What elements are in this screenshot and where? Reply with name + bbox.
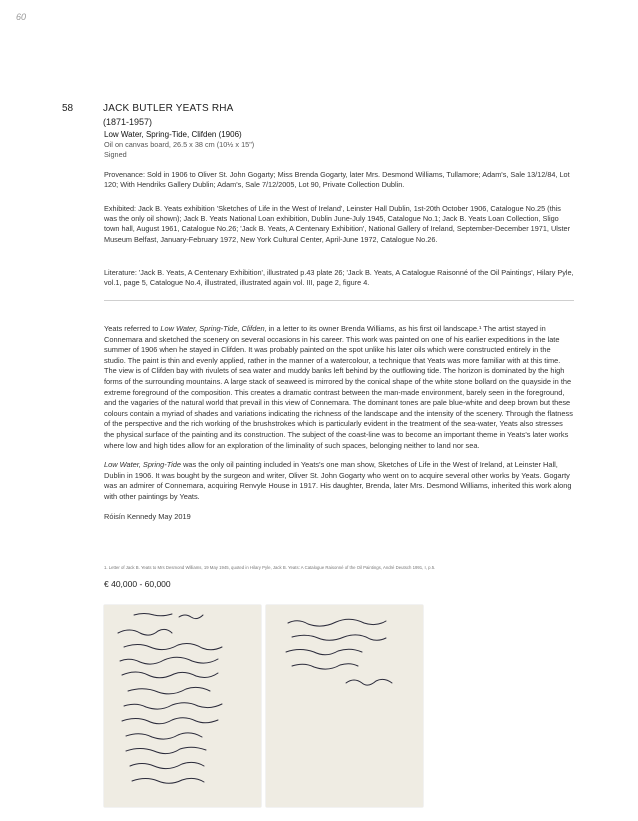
letter-page-image: [104, 605, 261, 807]
lot-number: 58: [62, 103, 74, 114]
page-number: 60: [16, 12, 27, 22]
essay: [104, 324, 574, 531]
essay-paragraph-2: [104, 460, 574, 502]
essay-italic-title: Low Water, Spring-Tide: [104, 460, 182, 470]
essay-author: Róisín Kennedy May 2019: [104, 511, 191, 521]
essay-italic-title: Low Water, Spring-Tide, Clifden: [160, 324, 265, 333]
exhibited: Exhibited: Jack B. Yeats exhibition 'Sketches of Life in the West of Ireland', Leinster Hall Dublin, 1st-20th October 1906, Catalogue No.25 (this was the only oil shown); Jack B. Yeats National Loan exhibition, Dublin June-July 1945, Catalogue No.1; Jack B. Yeats Loan Collection, Sligo town hall, August 1961, Catalogue No.26; 'Jack B. Yeats, A Centenary Exhibition', National Gallery of Ireland, September-December 1971, Ulster Museum Belfast, January-February 1972, New York Cultural Center, April-June 1972, Catalogue No.26.: [104, 204, 570, 244]
provenance: Provenance: Sold in 1906 to Oliver St. John Gogarty; Miss Brenda Gogarty, later Mrs. Desmond Williams, Tullamore; Adam's, Sale 13/12/84, Lot 120; With Hendriks Gallery Dublin; Adam's, Sale 7/12/2005, Lot 90, Private Collection Dublin.: [104, 170, 570, 190]
essay-text: Yeats referred to: [104, 324, 161, 333]
artwork-title: Low Water, Spring-Tide, Clifden (1906): [104, 130, 242, 139]
artist-dates: (1871-1957): [103, 117, 153, 127]
artwork-signed: Signed: [104, 150, 127, 160]
artwork-medium: Oil on canvas board, 26.5 x 38 cm (10½ x 15"): [104, 140, 255, 150]
footnote: 1. Letter of Jack B. Yeats to Mrs Desmond Williams, 19 May 1945, quoted in Hilary Pyle, Jack B. Yeats: A Catalogue Raisonné of the Oil Paintings, André Deutsch 1991, I, p.5.: [104, 565, 436, 570]
divider: [104, 300, 574, 301]
essay-paragraph-1: [104, 324, 574, 451]
essay-text: was the only oil painting included in Yeats's one man show, Sketches of Life in the West of Ireland, at Leinster Hall, Dublin in 1906. It was bought by the surgeon and writer, Oliver St. John Gogarty who went on to acquire several other works by Yeats. Gogarty was an admirer of Connemara, acquiring Renvyle House in 1917. His daughter, Brenda, later Mrs. Desmond Williams, inherited this work along with other paintings by Yeats.: [104, 460, 572, 501]
lot-details: [104, 130, 574, 161]
letter-page-image: [266, 605, 423, 807]
artist-name: JACK BUTLER YEATS RHA: [103, 103, 234, 114]
essay-text: , in a letter to its owner Brenda Williams, as his first oil landscape.¹ The artist stayed in Connemara and sketched the scenery on several occasions in his career. This work was painted on one of his earlier expeditions in the late summer of 1906 when he stayed in Clifden. It was probably painted on the spot unlike his later oils which were constructed entirely in the studio. The paint is thin and evenly applied, rather in the manner of a watercolour, a technique that Yeats was more familiar with at this time. The view is of Clifden bay with rivulets of sea water and muddy banks left behind by the outflowing tide. The horizon is dominated by the high forms of the surrounding mountains. A large stack of seaweed is mirrored by the conical shape of the white stone bollard on the quayside in the extreme foreground of the composition. This creates a dramatic contrast between the man-made environment, barely seen in the foreground, and the vagaries of the natural world that prevail in this view of Connemara. The dominant tones are pale blue-white and deep brown but these colours contain a myriad of shades and variations indicating the richness of the landscape and the intensity of the scenery. Through the flatness of the perspective and the rich working of the brushstrokes which is particularly evident in the treatment of the sea-water, Yeats also stresses the physical surface of the painting and its construction. The subject of the coast-line was to become an important theme in Yeats's later works where low and high tides allow for an exploration of the liminality of such spaces, belonging neither to land nor sea.: [104, 324, 573, 450]
estimate: € 40,000 - 60,000: [104, 579, 171, 589]
literature: Literature: 'Jack B. Yeats, A Centenary Exhibition', illustrated p.43 plate 26; 'Jack B. Yeats, A Catalogue Raisonné of the Oil Paintings', Hilary Pyle, vol.1, page 5, Catalogue No.4, illustrated, illustrated again vol. III, page 2, figure 4.: [104, 268, 574, 288]
